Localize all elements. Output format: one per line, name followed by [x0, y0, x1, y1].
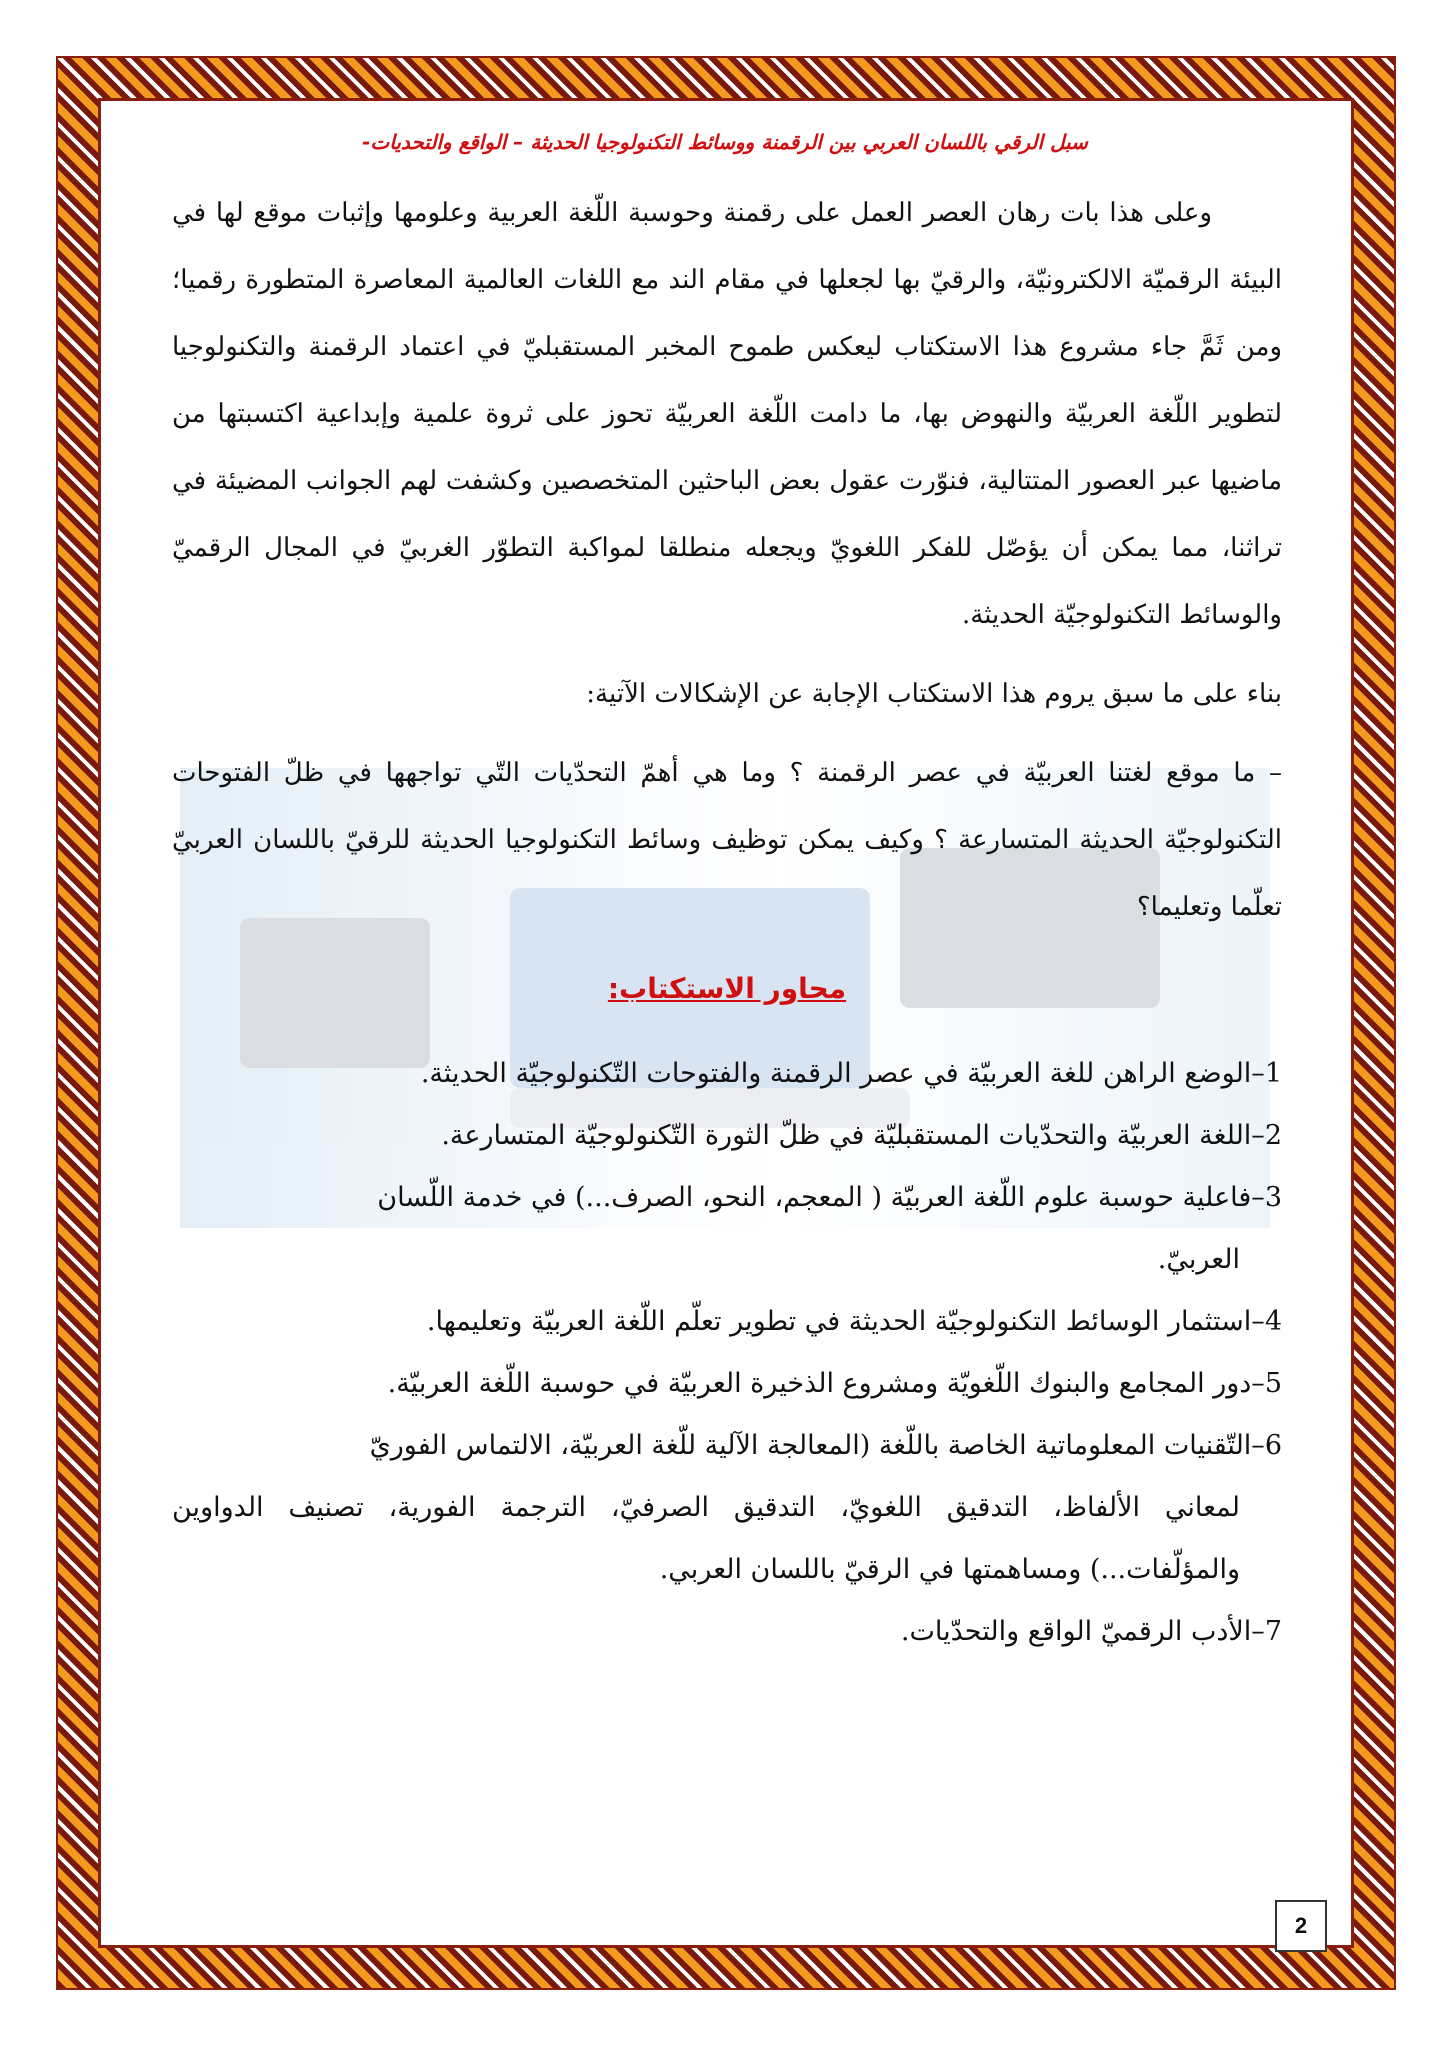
list-item: 7–الأدب الرقميّ الواقع والتحدّيات.: [900, 1616, 1282, 1647]
axes-heading: محاور الاستكتاب:: [607, 972, 847, 1005]
running-header: سبل الرقي باللسان العربي بين الرقمنة ووسائط التكنولوجيا الحديثة – الواقع والتحديات-: [362, 130, 1088, 154]
problem-lead-line: بناء على ما سبق يروم هذا الاستكتاب الإجابة عن الإشكالات الآتية:: [586, 679, 1282, 709]
list-item: 1–الوضع الراهن للغة العربيّة في عصر الرقمنة والفتوحات التّكنولوجيّة الحديثة.: [420, 1058, 1282, 1089]
page-number-box: 2: [1275, 1900, 1327, 1952]
list-item: 4–استثمار الوسائط التكنولوجيّة الحديثة في تطوير تعلّم اللّغة العربيّة وتعليمها.: [426, 1306, 1282, 1337]
axes-list: [172, 1043, 1282, 1663]
intro-paragraph: وعلى هذا بات رهان العصر العمل على رقمنة وحوسبة اللّغة العربية وعلومها وإثبات موقع لها في البيئة الرقميّة الالكترونيّة، والرقيّ بها لجعلها في مقام الند مع اللغات العالمية المعاصرة المتطورة رقميا؛ ومن ثَمَّ جاء مشروع هذا الاستكتاب ليعكس طموح المخبر المستقبليّ في اعتماد الرقمنة والتكنولوجيا لتطوير اللّغة العربيّة والنهوض بها، ما دامت اللّغة العربيّة تحوز على ثروة علمية وإبداعية اكتسبتها من ماضيها عبر العصور المتتالية، فنوّرت عقول بعض الباحثين المتخصصين وكشفت لهم الجوانب المضيئة في تراثنا، مما يمكن أن يؤصّل للفكر اللغويّ ويجعله منطلقا لمواكبة التطوّر الغربيّ في المجال الرقميّ والوسائط التكنولوجيّة الحديثة.: [172, 198, 1282, 630]
list-item: 2–اللغة العربيّة والتحدّيات المستقبليّة في ظلّ الثورة التّكنولوجيّة المتسارعة.: [441, 1120, 1282, 1151]
body-content: [172, 180, 1282, 1663]
research-questions: – ما موقع لغتنا العربيّة في عصر الرقمنة ؟ وما هي أهمّ التحدّيات التّي تواجهها في ظلّ الفتوحات التكنولوجيّة الحديثة المتسارعة ؟ وكيف يمكن توظيف وسائط التكنولوجيا الحديثة للرقيّ باللسان العربيّ تعلّما وتعليما؟: [172, 758, 1282, 922]
list-item: 5–دور المجامع والبنوك اللّغويّة ومشروع الذخيرة العربيّة في حوسبة اللّغة العربيّة.: [387, 1368, 1282, 1399]
list-item: 3–فاعلية حوسبة علوم اللّغة العربيّة ( المعجم، النحو، الصرف...) في خدمة اللّسان العربيّ.: [377, 1182, 1282, 1275]
list-item: 6–التّقنيات المعلوماتية الخاصة باللّغة (المعالجة الآلية للّغة العربيّة، الالتماس الفوريّ لمعاني الألفاظ، التدقيق اللغويّ، التدقيق الصرفيّ، الترجمة الفورية، تصنيف الدواوين والمؤلّفات...) ومساهمتها في الرقيّ باللسان العربي.: [172, 1430, 1282, 1585]
